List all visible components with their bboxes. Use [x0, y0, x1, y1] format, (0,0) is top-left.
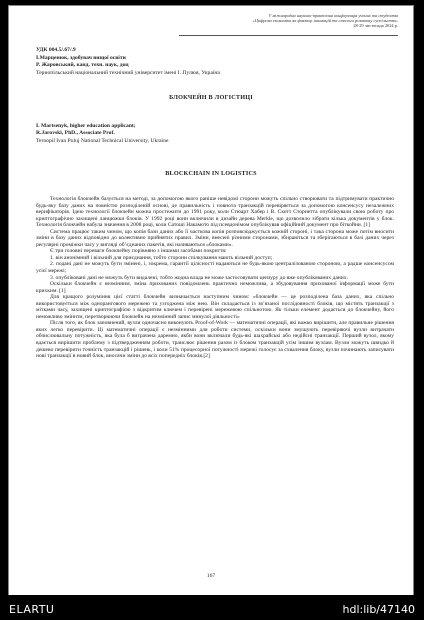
article-body: [36, 196, 394, 360]
paragraph: Після того, як блок заповнений, вузли одночасно виконують Proof-of-Work — математичні операції, які важко вирішити, але правильне рішення яких легко перевірити. Ці математичні операції є незмінними для роботи системи, оскільки вони змушують перевіряючі вузли витрачати обчислювальну потужність, яка була б витрачена даремно, якби вони включали будь-які шахрайські або недійсні транзакції. Перший вузол, якому вдається вирішити проблему з підтвердженням роботи, транслює рішення разом із блоком транзакцій усім іншим вузлам. Вузли можуть швидко й дешево перевірити точність транзакцій і рішень, і коли 51% процесорної потужності мережі голосує за схвалення блоку, вузли починають записувати нові транзакції в новий блок, вносячи зміни до всіх попередніх блоків.[2]: [36, 320, 394, 360]
page-number: 167: [206, 573, 216, 579]
paragraph: Технологія блокчейн базується на методі, за допомогою якого раніше невідомі сторони можуть спільно створювати та підтримувати практично будь-яку базу даних на повністю розподіленій основі, де правильність і повнота транзакцій перевіряється за допомогою консенсусу незалежних верифікаторів. Ідею технології блокчейн можна простежити до 1991 року, коли Стюарт Хабер і В. Скотт Сторнетта опублікували свою роботу про криптографічно захищені ланцюжки блоків. У 1992 році вони включили в дизайн дерева Merkle, що дозволило зібрати кілька документів у блок. Технологія блокчейн набула значення в 2008 році, коли Сатоші Накамото під псевдонімом опублікував офіційний документ про біткойни. [1]: [36, 196, 394, 229]
header-date-line: 28-29 листопада 2024 р.: [353, 23, 398, 29]
affiliation-ua: Тернопільський національний технічний університет імені І. Пулюя, Україна: [36, 70, 220, 76]
viewer-footer-bar: [0, 595, 424, 620]
running-header: [183, 13, 398, 28]
repository-name: ELARTU: [9, 603, 55, 616]
author-ua-2: Р. Жаровський, канд. техн. наук, доц: [36, 62, 129, 68]
author-ua-1: І.Марценюк, здобувач вищої освіти: [36, 55, 126, 61]
list-item: 2. подані дані не можуть бути змінені, і, зокрема, гарантії цілісності надаються не будь-якою централізованою стороною, а радше консенсусом усієї мережі;: [36, 261, 394, 275]
paragraph: Оскільки блокчейн є незмінним, зміна прихованих повідомлень практично неможлива, а збудовування прихованої інформації може бути крихким. [1]: [36, 281, 394, 294]
paragraph: Є три головні переваги блокчейну порівняно з іншими засобами покриття:: [50, 248, 227, 255]
author-en-2: R.Jarovski, PhD., Associate Prof.: [36, 130, 115, 136]
list-item: 3. опубліковані дані не можуть бути видалені, тобто жодна влада не може застосовувати цензуру до вже опублікованих даних.: [50, 274, 348, 281]
udc-code: УДК 004.5/.67/.9: [36, 47, 76, 53]
author-en-1: I. Martsenyk, higher education applicant;: [36, 123, 136, 129]
handle-identifier: hdl:lib/47140: [342, 603, 415, 616]
header-theme-line: «Цифрова економіка як фактор інновацій та сталого розвитку суспільства»: [252, 18, 398, 24]
paragraph: Система працює таким чином, що копія бази даних або її частковa копія розповсюджується кожній стороні, і така сторона може потім вносити зміни в базу даних відповідно до колективно прийнятих правил. Зміни, внесені різними сторонами, збираються та зберігаються в базі даних через регулярні проміжки часу у вигляді об’єднаних пакетів, які називаються «блоками».: [36, 228, 394, 248]
document-page: [9, 6, 413, 595]
title-en: BLOCKCHAIN IN LOGISTICS: [165, 170, 257, 177]
paragraph: Для кращого розуміння цієї статті блокчейн визначається наступним чином: «блокчейн — це розподілена база даних, яка спільно використовується між однорангового мережею та узгоджена між нею. Він складається із зв’язаної послідовності блоків, що містять транзакції з мітками часу, захищені криптографією з відкритим ключем і перевірені мережевою спільнотою. Як тільки елемент додається до блокчейну, його неможливо змінити, перетворюючи блокчейн на незмінний запис минулої діяльності»: [36, 294, 394, 320]
title-ua: БЛОКЧЕЙН В ЛОГІСТИЦІ: [169, 94, 253, 101]
list-item: 1. він анонімний і вільний для приєднання, тобто сторони спілкування мають вільний доступ;: [50, 254, 273, 261]
affiliation-en: Ternopil Ivan Puluj National Technical University, Ukraine: [36, 138, 169, 144]
header-conference-line: V міжнародна науково-практична конференція учених та студентів: [268, 13, 398, 18]
header-divider: [179, 35, 398, 36]
